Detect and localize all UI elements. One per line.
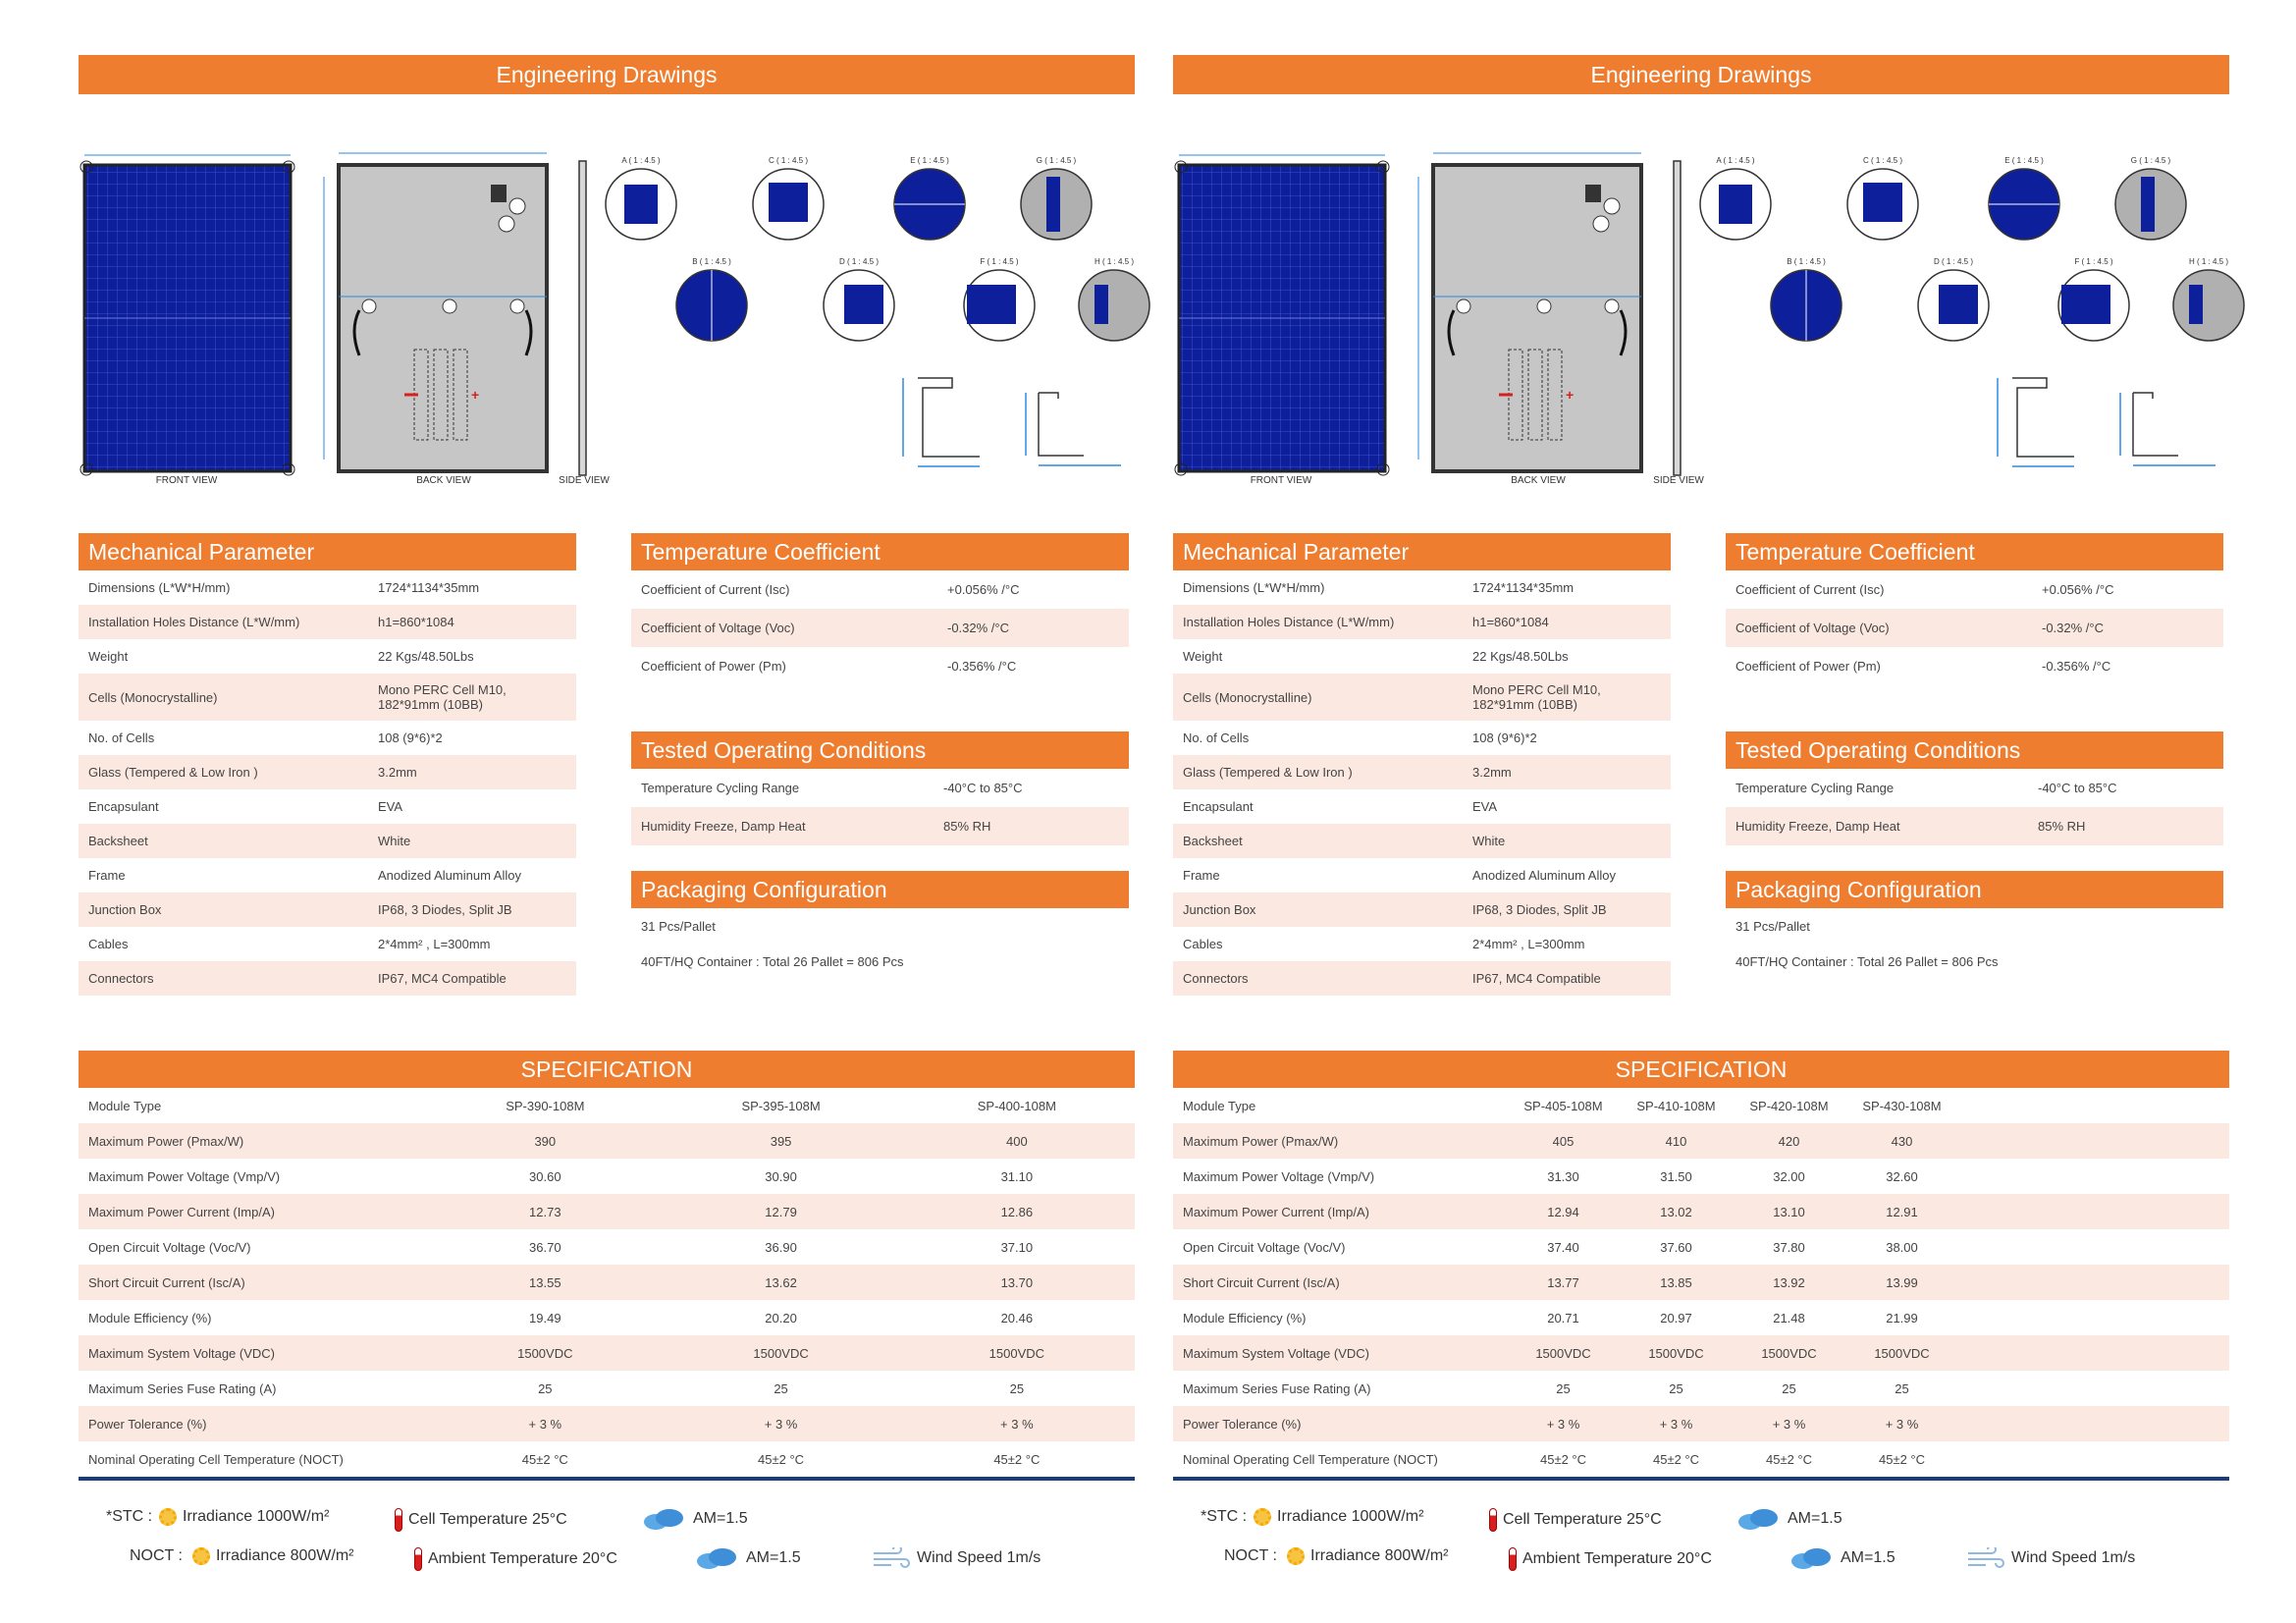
- tested-operating-conditions-table: [631, 769, 1129, 845]
- packaging-configuration-title: Packaging Configuration: [631, 871, 1129, 908]
- table-row: Weight 22 Kgs/48.50Lbs: [88, 649, 474, 664]
- spec-value: 20.20: [765, 1310, 797, 1325]
- sun-icon: [192, 1547, 210, 1565]
- thermometer-icon: [414, 1547, 422, 1571]
- spec-spacer: [1958, 1159, 2229, 1194]
- spec-label: Module Efficiency (%): [1183, 1310, 1307, 1325]
- temperature-coefficient-table: [1726, 570, 2223, 685]
- spec-value: SP-405-108M: [1523, 1098, 1603, 1113]
- spec-label: Maximum System Voltage (VDC): [79, 1335, 427, 1371]
- spec-spacer: [1958, 1194, 2229, 1229]
- packaging-configuration-section: [631, 871, 1129, 979]
- spec-label: Module Efficiency (%): [88, 1310, 212, 1325]
- spec-label: Maximum Power Current (Imp/A): [79, 1194, 427, 1229]
- spec-label: Open Circuit Voltage (Voc/V): [88, 1239, 251, 1255]
- spec-value: 21.99: [1886, 1310, 1918, 1325]
- spec-value: 395: [663, 1123, 898, 1159]
- spec-value: 1500VDC: [1845, 1335, 1958, 1371]
- cloud-icon: [642, 1508, 685, 1530]
- frame-profile-drawing: [1998, 378, 2216, 466]
- side-view-drawing: [559, 161, 610, 486]
- svg-text:E ( 1 : 4.5 ): E ( 1 : 4.5 ): [910, 156, 949, 165]
- spec-value: SP-400-108M: [977, 1098, 1056, 1113]
- thermometer-icon: [1489, 1508, 1497, 1532]
- table-row: Encapsulant EVA: [88, 799, 403, 814]
- spec-spacer: [1958, 1335, 2229, 1371]
- table-row: Temperature Cycling Range -40°C to 85°C: [641, 781, 1023, 795]
- cloud-icon: [1789, 1547, 1833, 1569]
- thermometer-icon: [395, 1508, 402, 1532]
- spec-value: 45±2 °C: [1878, 1451, 1926, 1467]
- mechanical-parameter-table: [79, 570, 576, 996]
- packaging-configuration-section: [1726, 871, 2223, 979]
- table-row: Junction Box IP68, 3 Diodes, Split JB: [1173, 893, 1671, 927]
- spec-spacer: [1958, 1441, 2229, 1477]
- front-view-drawing: [79, 155, 294, 486]
- spec-value: 25: [1669, 1380, 1683, 1396]
- spec-label: Power Tolerance (%): [79, 1406, 427, 1441]
- spec-value: 25: [1556, 1380, 1571, 1396]
- spec-value: SP-390-108M: [506, 1098, 585, 1113]
- spec-value: 400: [899, 1123, 1135, 1159]
- spec-value: 31.30: [1547, 1168, 1579, 1184]
- spec-value: 25: [1895, 1380, 1909, 1396]
- sun-icon: [1287, 1547, 1305, 1565]
- spec-label: Maximum Power Voltage (Vmp/V): [1183, 1168, 1375, 1184]
- svg-text:FRONT VIEW: FRONT VIEW: [1250, 475, 1312, 486]
- engineering-drawings: [79, 137, 1158, 491]
- table-row: Glass (Tempered & Low Iron ) 3.2mm: [1173, 755, 1671, 789]
- spec-value: 31.50: [1660, 1168, 1692, 1184]
- specification-section: [1173, 1051, 2229, 1481]
- spec-label: Power Tolerance (%): [1173, 1406, 1507, 1441]
- packaging-configuration-table: [1726, 908, 2223, 979]
- table-row: [1173, 1300, 2229, 1335]
- spec-value: 13.85: [1620, 1265, 1733, 1300]
- table-row: Cells (Monocrystalline) Mono PERC Cell M10, 182*91mm (10BB): [79, 674, 576, 721]
- table-row: Humidity Freeze, Damp Heat 85% RH: [631, 807, 1129, 845]
- svg-text:A ( 1 : 4.5 ): A ( 1 : 4.5 ): [1716, 156, 1755, 165]
- spec-value: SP-395-108M: [741, 1098, 821, 1113]
- noct-footnote: NOCT : Irradiance 800W/m² Ambient Temperature 20°C AM=1.5 Wind Speed 1m/s: [79, 1542, 1158, 1577]
- spec-value: + 3 %: [1845, 1406, 1958, 1441]
- table-row: [79, 1265, 1135, 1300]
- side-view-drawing: [1653, 161, 1704, 486]
- specification-table: [1173, 1088, 2229, 1477]
- spec-value: 30.90: [765, 1168, 797, 1184]
- table-row: Coefficient of Power (Pm) -0.356% /°C: [1735, 659, 2111, 674]
- spec-value: 21.48: [1773, 1310, 1805, 1325]
- spec-value: 32.00: [1773, 1168, 1805, 1184]
- svg-text:H ( 1 : 4.5 ): H ( 1 : 4.5 ): [1094, 257, 1135, 266]
- mechanical-parameter-section: [1173, 533, 1671, 996]
- svg-text:D ( 1 : 4.5 ): D ( 1 : 4.5 ): [1933, 257, 1974, 266]
- table-row: [1173, 1159, 2229, 1194]
- svg-text:BACK VIEW: BACK VIEW: [416, 475, 471, 486]
- svg-text:G ( 1 : 4.5 ): G ( 1 : 4.5 ): [1036, 156, 1077, 165]
- table-row: Coefficient of Voltage (Voc) -0.32% /°C: [631, 609, 1129, 647]
- spec-value: 20.71: [1547, 1310, 1579, 1325]
- table-row: Temperature Cycling Range -40°C to 85°C: [1735, 781, 2117, 795]
- engineering-drawings: [1173, 137, 2253, 491]
- datasheet-right: [1173, 0, 2253, 1623]
- spec-label: Maximum Power Voltage (Vmp/V): [88, 1168, 281, 1184]
- table-row: Backsheet White: [79, 824, 576, 858]
- front-view-drawing: [1173, 155, 1389, 486]
- spec-label: Nominal Operating Cell Temperature (NOCT): [1183, 1451, 1438, 1467]
- tested-operating-conditions-section: [631, 731, 1129, 845]
- table-row: [79, 1088, 1135, 1123]
- spec-value: + 3 %: [663, 1406, 898, 1441]
- table-row: Cables 2*4mm² , L=300mm: [88, 937, 491, 951]
- table-row: [79, 1406, 1135, 1441]
- table-row: [1173, 1123, 2229, 1159]
- table-row: 31 Pcs/Pallet: [641, 918, 716, 934]
- svg-text:G ( 1 : 4.5 ): G ( 1 : 4.5 ): [2130, 156, 2171, 165]
- spec-value: 390: [427, 1123, 663, 1159]
- table-row: No. of Cells 108 (9*6)*2: [1183, 730, 1537, 745]
- temperature-coefficient-title: Temperature Coefficient: [631, 533, 1129, 570]
- spec-value: 20.46: [1000, 1310, 1034, 1325]
- spec-value: SP-420-108M: [1749, 1098, 1829, 1113]
- specification-title: SPECIFICATION: [79, 1051, 1135, 1088]
- spec-value: 20.97: [1660, 1310, 1692, 1325]
- svg-text:C ( 1 : 4.5 ): C ( 1 : 4.5 ): [1862, 156, 1903, 165]
- engineering-drawings-title: Engineering Drawings: [1173, 55, 2229, 94]
- table-row: Coefficient of Current (Isc) +0.056% /°C: [1735, 582, 2114, 597]
- table-row: Frame Anodized Aluminum Alloy: [1183, 868, 1616, 883]
- spec-label: Short Circuit Current (Isc/A): [79, 1265, 427, 1300]
- spec-label: Maximum System Voltage (VDC): [1173, 1335, 1507, 1371]
- specification-section: [79, 1051, 1135, 1481]
- table-row: Connectors IP67, MC4 Compatible: [79, 961, 576, 996]
- frame-profile-drawing: [903, 378, 1121, 466]
- sun-icon: [159, 1508, 177, 1526]
- mechanical-parameter-title: Mechanical Parameter: [79, 533, 576, 570]
- table-row: Cells (Monocrystalline) Mono PERC Cell M10, 182*91mm (10BB): [1173, 674, 1671, 721]
- spec-label: Maximum Series Fuse Rating (A): [88, 1380, 277, 1396]
- spec-value: 25: [1782, 1380, 1796, 1396]
- spec-value: 25: [774, 1380, 788, 1396]
- spec-spacer: [1958, 1088, 2229, 1123]
- svg-text:C ( 1 : 4.5 ): C ( 1 : 4.5 ): [768, 156, 809, 165]
- spec-value: + 3 %: [1620, 1406, 1733, 1441]
- packaging-configuration-table: [631, 908, 1129, 979]
- svg-text:SIDE VIEW: SIDE VIEW: [1653, 475, 1704, 486]
- tested-operating-conditions-title: Tested Operating Conditions: [631, 731, 1129, 769]
- spec-spacer: [1958, 1265, 2229, 1300]
- spec-value: 13.70: [899, 1265, 1135, 1300]
- table-row: Coefficient of Voltage (Voc) -0.32% /°C: [1726, 609, 2223, 647]
- spec-value: 12.73: [427, 1194, 663, 1229]
- spec-value: + 3 %: [899, 1406, 1135, 1441]
- spec-value: 13.10: [1733, 1194, 1845, 1229]
- spec-value: 1500VDC: [899, 1335, 1135, 1371]
- spec-value: 45±2 °C: [1539, 1451, 1587, 1467]
- spec-value: + 3 %: [1733, 1406, 1845, 1441]
- spec-value: 13.55: [427, 1265, 663, 1300]
- table-row: [1173, 1194, 2229, 1229]
- table-row: [79, 1335, 1135, 1371]
- specification-table: [79, 1088, 1135, 1477]
- tested-operating-conditions-table: [1726, 769, 2223, 845]
- spec-value: 13.99: [1845, 1265, 1958, 1300]
- table-row: Installation Holes Distance (L*W/mm) h1=860*1084: [1173, 605, 1671, 639]
- datasheet-left: [79, 0, 1158, 1623]
- table-row: Coefficient of Power (Pm) -0.356% /°C: [641, 659, 1017, 674]
- spec-value: + 3 %: [427, 1406, 663, 1441]
- table-row: 40FT/HQ Container : Total 26 Pallet = 806 Pcs: [631, 944, 1129, 979]
- packaging-configuration-title: Packaging Configuration: [1726, 871, 2223, 908]
- table-row: Dimensions (L*W*H/mm) 1724*1134*35mm: [88, 580, 480, 595]
- spec-value: 37.10: [1000, 1239, 1034, 1255]
- thermometer-icon: [1509, 1547, 1517, 1571]
- spec-value: 37.60: [1660, 1239, 1692, 1255]
- temperature-coefficient-table: [631, 570, 1129, 685]
- table-row: Cables 2*4mm² , L=300mm: [1183, 937, 1585, 951]
- table-row: [79, 1300, 1135, 1335]
- specification-divider: [1173, 1477, 2229, 1481]
- table-row: 40FT/HQ Container : Total 26 Pallet = 806 Pcs: [1726, 944, 2223, 979]
- noct-footnote: NOCT : Irradiance 800W/m² Ambient Temperature 20°C AM=1.5 Wind Speed 1m/s: [1173, 1542, 2253, 1577]
- spec-value: 31.10: [1000, 1168, 1034, 1184]
- temperature-coefficient-section: [1726, 533, 2223, 685]
- table-row: 31 Pcs/Pallet: [1735, 918, 1810, 934]
- stc-footnote: *STC : Irradiance 1000W/m² Cell Temperature 25°C AM=1.5: [1173, 1502, 2253, 1538]
- svg-text:F ( 1 : 4.5 ): F ( 1 : 4.5 ): [980, 257, 1019, 266]
- specification-divider: [79, 1477, 1135, 1481]
- table-row: [1173, 1371, 2229, 1406]
- table-row: [1173, 1441, 2229, 1477]
- spec-value: 45±2 °C: [1765, 1451, 1813, 1467]
- table-row: Glass (Tempered & Low Iron ) 3.2mm: [79, 755, 576, 789]
- svg-text:SIDE VIEW: SIDE VIEW: [559, 475, 610, 486]
- spec-value: 12.79: [663, 1194, 898, 1229]
- spec-value: SP-410-108M: [1636, 1098, 1716, 1113]
- wind-icon: [872, 1547, 911, 1569]
- spec-label: Module Type: [88, 1098, 162, 1113]
- spec-value: + 3 %: [1507, 1406, 1620, 1441]
- svg-text:FRONT VIEW: FRONT VIEW: [155, 475, 218, 486]
- svg-text:F ( 1 : 4.5 ): F ( 1 : 4.5 ): [2074, 257, 2113, 266]
- svg-text:D ( 1 : 4.5 ): D ( 1 : 4.5 ): [838, 257, 880, 266]
- spec-value: 13.77: [1507, 1265, 1620, 1300]
- table-row: Junction Box IP68, 3 Diodes, Split JB: [79, 893, 576, 927]
- spec-value: 25: [1009, 1380, 1025, 1396]
- spec-label: Maximum Power Current (Imp/A): [1173, 1194, 1507, 1229]
- temperature-coefficient-section: [631, 533, 1129, 685]
- spec-value: 1500VDC: [1620, 1335, 1733, 1371]
- table-row: [79, 1441, 1135, 1477]
- spec-value: 1500VDC: [1507, 1335, 1620, 1371]
- spec-spacer: [1958, 1229, 2229, 1265]
- spec-value: 1500VDC: [427, 1335, 663, 1371]
- stc-footnote: *STC : Irradiance 1000W/m² Cell Temperature 25°C AM=1.5: [79, 1502, 1158, 1538]
- tested-operating-conditions-section: [1726, 731, 2223, 845]
- spec-value: 430: [1845, 1123, 1958, 1159]
- spec-value: 420: [1733, 1123, 1845, 1159]
- spec-label: Short Circuit Current (Isc/A): [1173, 1265, 1507, 1300]
- spec-spacer: [1958, 1406, 2229, 1441]
- spec-label: Nominal Operating Cell Temperature (NOCT): [88, 1451, 344, 1467]
- table-row: [79, 1371, 1135, 1406]
- svg-text:A ( 1 : 4.5 ): A ( 1 : 4.5 ): [621, 156, 661, 165]
- spec-label: Maximum Series Fuse Rating (A): [1183, 1380, 1371, 1396]
- spec-value: 12.91: [1845, 1194, 1958, 1229]
- table-row: Encapsulant EVA: [1183, 799, 1498, 814]
- table-row: Backsheet White: [1173, 824, 1671, 858]
- mechanical-parameter-title: Mechanical Parameter: [1173, 533, 1671, 570]
- svg-text:H ( 1 : 4.5 ): H ( 1 : 4.5 ): [2188, 257, 2229, 266]
- spec-value: 30.60: [529, 1168, 561, 1184]
- spec-value: 19.49: [529, 1310, 561, 1325]
- spec-value: 32.60: [1886, 1168, 1918, 1184]
- spec-value: 12.86: [899, 1194, 1135, 1229]
- spec-value: 45±2 °C: [1652, 1451, 1700, 1467]
- spec-value: 36.90: [765, 1239, 797, 1255]
- svg-text:E ( 1 : 4.5 ): E ( 1 : 4.5 ): [2004, 156, 2044, 165]
- table-row: No. of Cells 108 (9*6)*2: [88, 730, 443, 745]
- svg-text:B ( 1 : 4.5 ): B ( 1 : 4.5 ): [692, 257, 731, 266]
- cloud-icon: [695, 1547, 738, 1569]
- spec-spacer: [1958, 1123, 2229, 1159]
- spec-value: 37.80: [1773, 1239, 1805, 1255]
- spec-value: 1500VDC: [663, 1335, 898, 1371]
- table-row: [1173, 1406, 2229, 1441]
- spec-value: 13.62: [663, 1265, 898, 1300]
- engineering-drawings-title: Engineering Drawings: [79, 55, 1135, 94]
- spec-value: 36.70: [529, 1239, 561, 1255]
- wind-icon: [1966, 1547, 2005, 1569]
- table-row: [79, 1194, 1135, 1229]
- table-row: [1173, 1265, 2229, 1300]
- spec-label: Maximum Power (Pmax/W): [1173, 1123, 1507, 1159]
- spec-value: 12.94: [1507, 1194, 1620, 1229]
- spec-value: 45±2 °C: [521, 1451, 568, 1467]
- spec-value: 13.02: [1620, 1194, 1733, 1229]
- cloud-icon: [1736, 1508, 1780, 1530]
- table-row: [1173, 1229, 2229, 1265]
- table-row: Dimensions (L*W*H/mm) 1724*1134*35mm: [1183, 580, 1575, 595]
- table-row: Installation Holes Distance (L*W/mm) h1=860*1084: [79, 605, 576, 639]
- table-row: [1173, 1335, 2229, 1371]
- spec-spacer: [1958, 1371, 2229, 1406]
- tested-operating-conditions-title: Tested Operating Conditions: [1726, 731, 2223, 769]
- svg-text:+: +: [1566, 387, 1575, 403]
- spec-spacer: [1958, 1300, 2229, 1335]
- spec-value: 410: [1620, 1123, 1733, 1159]
- back-view-drawing: [324, 153, 547, 486]
- mechanical-parameter-section: [79, 533, 576, 996]
- spec-label: Module Type: [1183, 1098, 1256, 1113]
- table-row: [79, 1229, 1135, 1265]
- table-row: Frame Anodized Aluminum Alloy: [88, 868, 521, 883]
- temperature-coefficient-title: Temperature Coefficient: [1726, 533, 2223, 570]
- spec-value: SP-430-108M: [1862, 1098, 1942, 1113]
- mechanical-parameter-table: [1173, 570, 1671, 996]
- spec-label: Maximum Power (Pmax/W): [79, 1123, 427, 1159]
- table-row: [1173, 1088, 2229, 1123]
- svg-text:+: +: [471, 387, 480, 403]
- spec-value: 13.92: [1733, 1265, 1845, 1300]
- table-row: Coefficient of Current (Isc) +0.056% /°C: [641, 582, 1020, 597]
- spec-value: 37.40: [1547, 1239, 1579, 1255]
- spec-label: Open Circuit Voltage (Voc/V): [1183, 1239, 1346, 1255]
- spec-value: 405: [1507, 1123, 1620, 1159]
- svg-text:B ( 1 : 4.5 ): B ( 1 : 4.5 ): [1787, 257, 1826, 266]
- svg-text:BACK VIEW: BACK VIEW: [1511, 475, 1566, 486]
- table-row: Humidity Freeze, Damp Heat 85% RH: [1726, 807, 2223, 845]
- spec-value: 25: [538, 1380, 553, 1396]
- table-row: [79, 1159, 1135, 1194]
- specification-title: SPECIFICATION: [1173, 1051, 2229, 1088]
- spec-value: 45±2 °C: [758, 1451, 805, 1467]
- detail-circles: [1700, 156, 2244, 341]
- table-row: Weight 22 Kgs/48.50Lbs: [1183, 649, 1569, 664]
- back-view-drawing: [1418, 153, 1641, 486]
- table-row: [79, 1123, 1135, 1159]
- spec-value: 45±2 °C: [993, 1451, 1041, 1467]
- sun-icon: [1254, 1508, 1271, 1526]
- detail-circles: [606, 156, 1149, 341]
- spec-value: 38.00: [1886, 1239, 1918, 1255]
- table-row: Connectors IP67, MC4 Compatible: [1173, 961, 1671, 996]
- spec-value: 1500VDC: [1733, 1335, 1845, 1371]
